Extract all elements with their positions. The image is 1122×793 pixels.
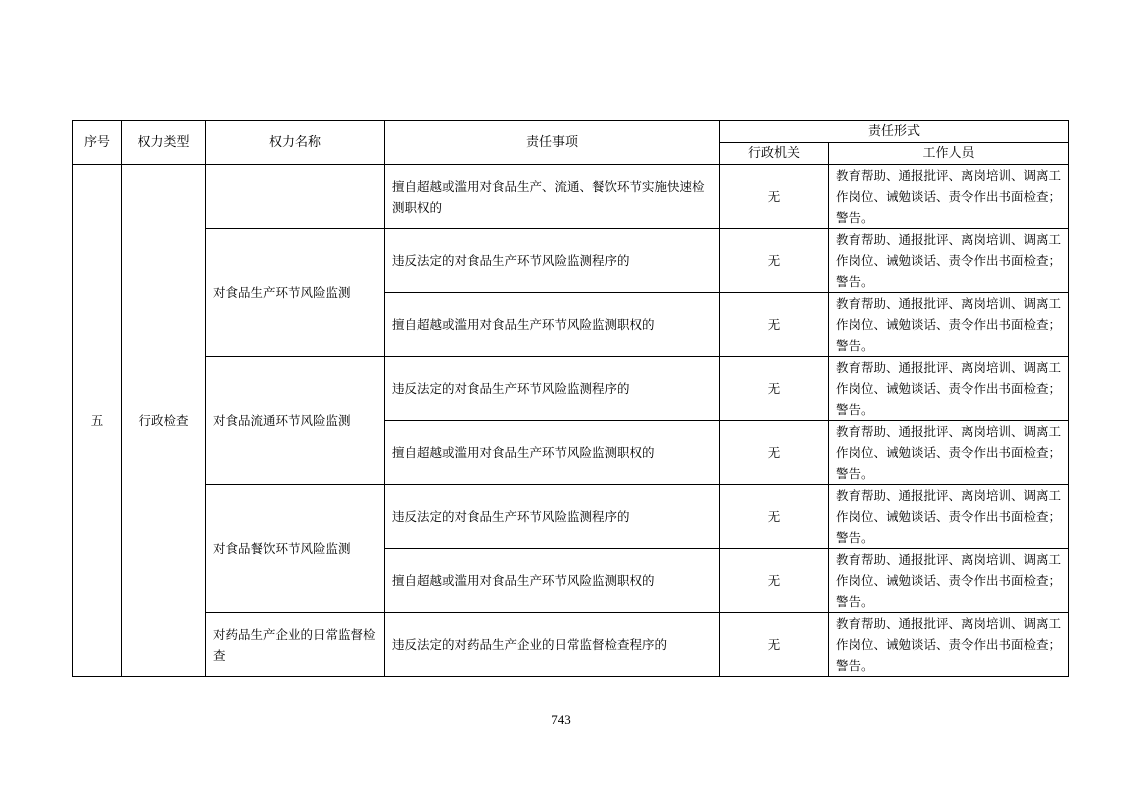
staff-cell: 教育帮助、通报批评、离岗培训、调离工作岗位、诫勉谈话、责令作出书面检查；警告。 xyxy=(829,229,1069,293)
staff-cell: 教育帮助、通报批评、离岗培训、调离工作岗位、诫勉谈话、责令作出书面检查；警告。 xyxy=(829,613,1069,677)
table-row xyxy=(73,613,1069,677)
seq-cell: 五 xyxy=(73,165,122,677)
header-staff: 工作人员 xyxy=(829,143,1069,165)
power-name-cell xyxy=(206,165,385,229)
matter-cell: 擅自超越或滥用对食品生产、流通、餐饮环节实施快速检测职权的 xyxy=(385,165,720,229)
power-name-cell: 对食品餐饮环节风险监测 xyxy=(206,485,385,613)
header-power-type: 权力类型 xyxy=(122,121,206,165)
matter-cell: 违反法定的对食品生产环节风险监测程序的 xyxy=(385,485,720,549)
matter-cell: 违反法定的对食品生产环节风险监测程序的 xyxy=(385,229,720,293)
staff-cell: 教育帮助、通报批评、离岗培训、调离工作岗位、诫勉谈话、责令作出书面检查；警告。 xyxy=(829,293,1069,357)
staff-cell: 教育帮助、通报批评、离岗培训、调离工作岗位、诫勉谈话、责令作出书面检查；警告。 xyxy=(829,549,1069,613)
staff-cell: 教育帮助、通报批评、离岗培训、调离工作岗位、诫勉谈话、责令作出书面检查；警告。 xyxy=(829,421,1069,485)
power-name-cell: 对食品生产环节风险监测 xyxy=(206,229,385,357)
staff-cell: 教育帮助、通报批评、离岗培训、调离工作岗位、诫勉谈话、责令作出书面检查；警告。 xyxy=(829,165,1069,229)
header-agency: 行政机关 xyxy=(720,143,829,165)
table-row xyxy=(73,229,1069,293)
matter-cell: 擅自超越或滥用对食品生产环节风险监测职权的 xyxy=(385,421,720,485)
responsibility-table xyxy=(72,120,1069,677)
power-name-cell: 对药品生产企业的日常监督检查 xyxy=(206,613,385,677)
matter-cell: 违反法定的对药品生产企业的日常监督检查程序的 xyxy=(385,613,720,677)
staff-cell: 教育帮助、通报批评、离岗培训、调离工作岗位、诫勉谈话、责令作出书面检查；警告。 xyxy=(829,485,1069,549)
header-form: 责任形式 xyxy=(720,121,1069,143)
agency-cell: 无 xyxy=(720,357,829,421)
table-row xyxy=(73,165,1069,229)
agency-cell: 无 xyxy=(720,293,829,357)
page-number: 743 xyxy=(551,712,571,727)
agency-cell: 无 xyxy=(720,549,829,613)
agency-cell: 无 xyxy=(720,165,829,229)
header-seq: 序号 xyxy=(73,121,122,165)
power-type-cell: 行政检查 xyxy=(122,165,206,677)
agency-cell: 无 xyxy=(720,613,829,677)
staff-cell: 教育帮助、通报批评、离岗培训、调离工作岗位、诫勉谈话、责令作出书面检查；警告。 xyxy=(829,357,1069,421)
matter-cell: 违反法定的对食品生产环节风险监测程序的 xyxy=(385,357,720,421)
power-name-cell: 对食品流通环节风险监测 xyxy=(206,357,385,485)
matter-cell: 擅自超越或滥用对食品生产环节风险监测职权的 xyxy=(385,293,720,357)
header-power-name: 权力名称 xyxy=(206,121,385,165)
matter-cell: 擅自超越或滥用对食品生产环节风险监测职权的 xyxy=(385,549,720,613)
agency-cell: 无 xyxy=(720,485,829,549)
table-row xyxy=(73,485,1069,549)
agency-cell: 无 xyxy=(720,229,829,293)
header-matter: 责任事项 xyxy=(385,121,720,165)
agency-cell: 无 xyxy=(720,421,829,485)
table-row xyxy=(73,357,1069,421)
